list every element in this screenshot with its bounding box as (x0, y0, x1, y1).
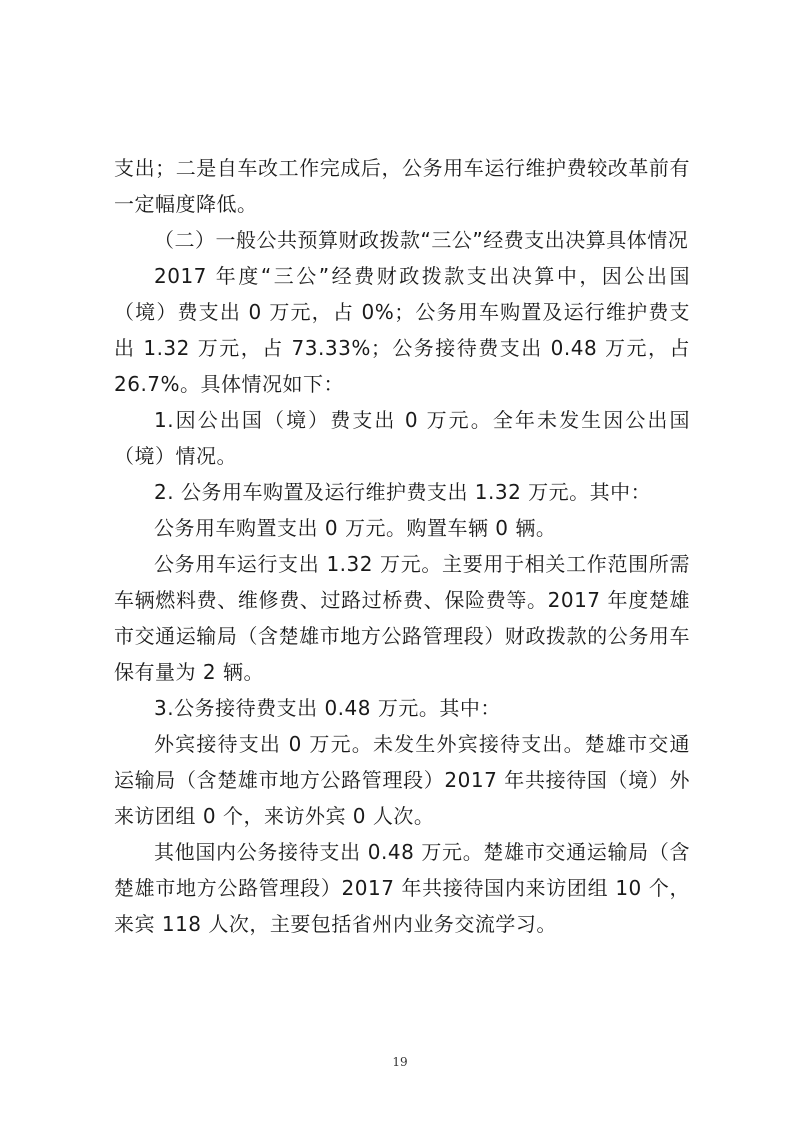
paragraph-foreign-reception: 外宾接待支出 0 万元。未发生外宾接待支出。楚雄市交通运输局（含楚雄市地方公路管理段）2017 年共接待国（境）外来访团组 0 个，来访外宾 0 人次。 (114, 732, 690, 828)
page-number: 19 (392, 1055, 408, 1069)
paragraph-vehicle-operation: 公务用车运行支出 1.32 万元。主要用于相关工作范围所需车辆燃料费、维修费、过路过桥费、保险费等。2017 年度楚雄市交通运输局（含楚雄市地方公路管理段）财政拨款的公务用车保有量为 2 辆。 (114, 552, 690, 684)
paragraph-vehicle-purchase: 公务用车购置支出 0 万元。购置车辆 0 辆。 (154, 516, 557, 540)
paragraph-item-2: 2. 公务用车购置及运行维护费支出 1.32 万元。其中： (154, 480, 652, 504)
paragraph-continuation: 支出；二是自车改工作完成后，公务用车运行维护费较改革前有一定幅度降低。 (114, 156, 690, 216)
section-heading: （二）一般公共预算财政拨款“三公”经费支出决算具体情况 (154, 228, 689, 252)
paragraph-domestic-reception: 其他国内公务接待支出 0.48 万元。楚雄市交通运输局（含楚雄市地方公路管理段）2017 年共接待国内来访团组 10 个，来宾 118 人次，主要包括省州内业务交流学习。 (114, 840, 690, 936)
paragraph-item-3: 3.公务接待费支出 0.48 万元。其中： (154, 696, 501, 720)
paragraph-item-1: 1.因公出国（境）费支出 0 万元。全年未发生因公出国（境）情况。 (114, 408, 690, 468)
paragraph-summary: 2017 年度“三公”经费财政拨款支出决算中，因公出国（境）费支出 0 万元，占 0%；公务用车购置及运行维护费支出 1.32 万元，占 73.33%；公务接待费支出 0.48 万元，占 26.7%。具体情况如下： (114, 264, 690, 396)
document-body (114, 150, 690, 942)
